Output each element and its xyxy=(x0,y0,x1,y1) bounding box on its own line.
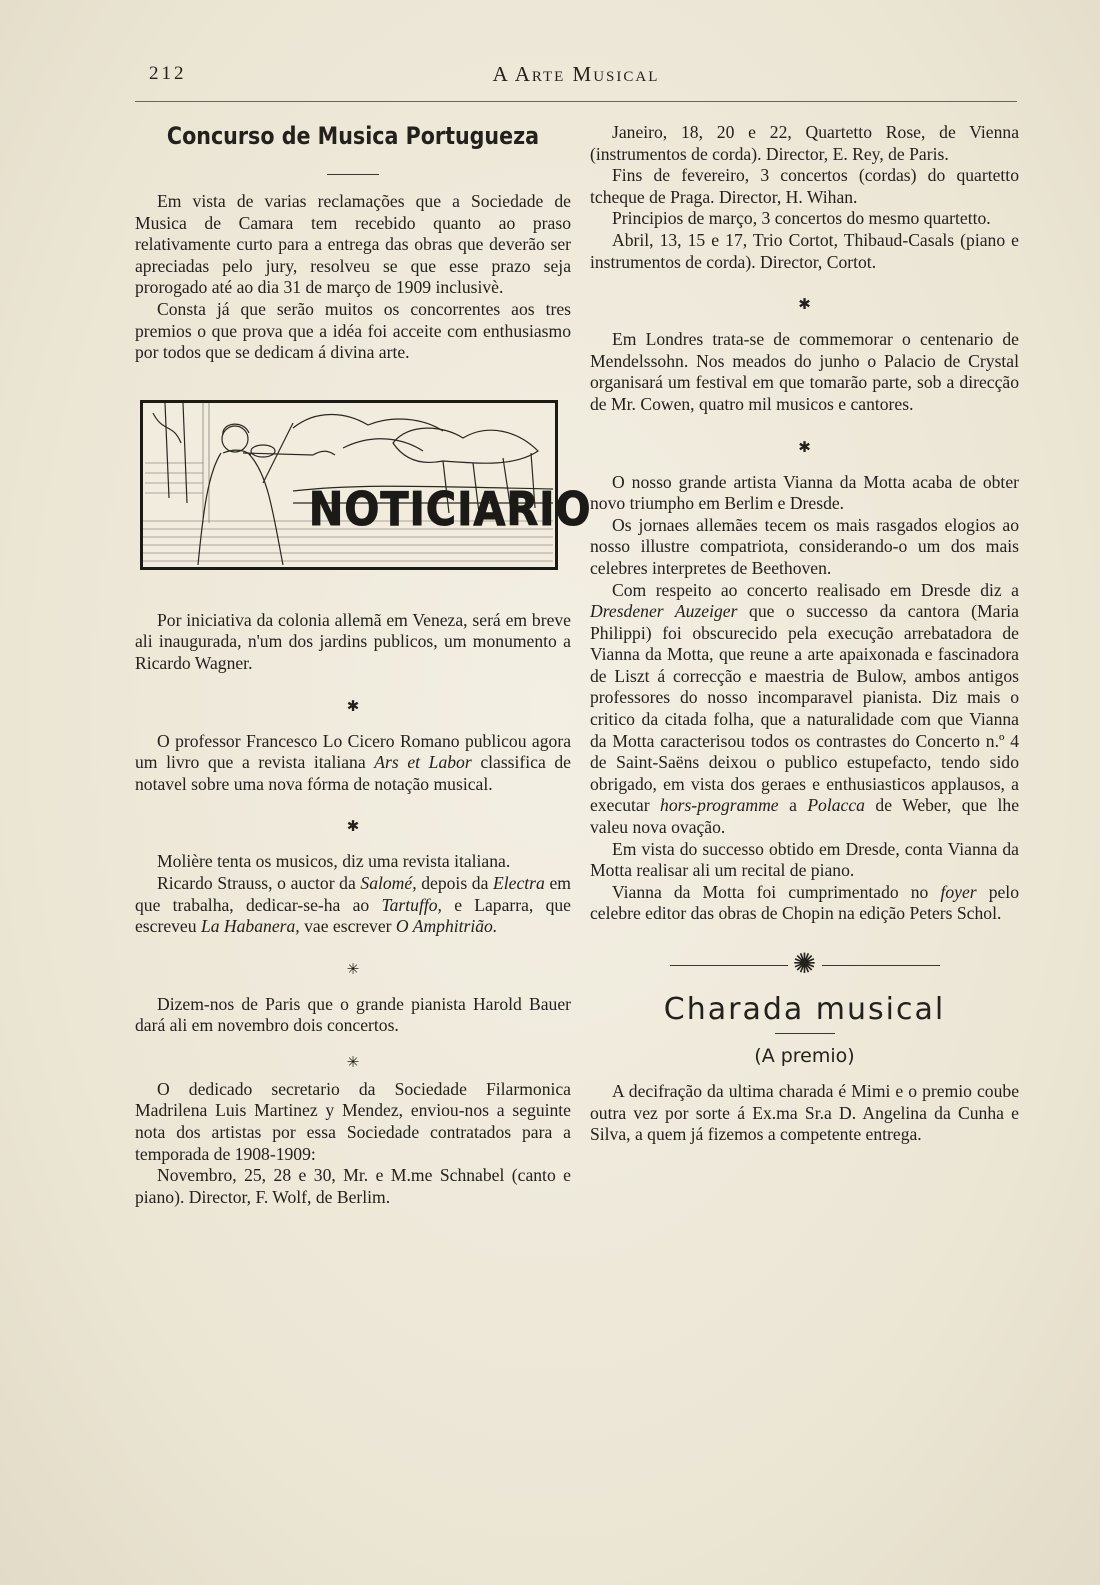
star-separator: ✱ xyxy=(346,698,360,715)
ornament-line-left xyxy=(670,965,788,966)
novembro-paragraph: Novembro, 25, 28 e 30, Mr. e M.me Schnabel (canto e piano). Director, F. Wolf, de Berlim. xyxy=(135,1165,571,1207)
motta-paragraph-2: Os jornaes allemães tecem os mais rasgados elogios ao nosso illustre compatriota, considerando-o um dos mais celebres interpretes de Beethoven. xyxy=(590,514,1019,578)
concurso-paragraph-1: Em vista de varias reclamações que a Sociedade de Musica de Camara tem recebido quanto ao praso relativamente curto para a entrega das obras que deverão ser apreciadas pelo jury, resolveu se que esse prazo seja prorogado até ao dia 31 de março de 1909 inclusivè. xyxy=(135,191,571,298)
charada-title: Charada musical xyxy=(663,992,946,1027)
title-rule xyxy=(327,174,379,175)
star-separator: ✳ xyxy=(346,961,360,978)
londres-paragraph: Em Londres trata-se de commemorar o centenario de Mendelssohn. Nos meados do junho o Palacio de Crystal organisará um festival em que tomarão parte, sob a direcção de Mr. Cowen, quatro mil musicos e cantores. xyxy=(590,329,1019,414)
star-separator: ✱ xyxy=(346,819,360,836)
motta-paragraph-5: Vianna da Motta foi cumprimentado no foyer pelo celebre editor das obras de Chopin na edição Peters Schol. xyxy=(590,881,1019,924)
ornament-divider xyxy=(590,951,1019,981)
title-rule xyxy=(775,1033,835,1034)
charada-subtitle: (A premio) xyxy=(754,1044,855,1067)
moliere-paragraph: Molière tenta os musicos, diz uma revista italiana. xyxy=(157,851,511,872)
ornament-icon: ✺ xyxy=(792,949,817,980)
veneza-paragraph: Por iniciativa da colonia allemã em Veneza, será em breve ali inaugurada, n'um dos jardins publicos, um monumento a Ricardo Wagner. xyxy=(135,609,571,673)
star-separator: ✱ xyxy=(798,439,811,456)
noticiario-banner-illustration xyxy=(140,400,592,570)
marco-paragraph: Principios de março, 3 concertos do mesmo quartetto. xyxy=(612,208,991,229)
page-header xyxy=(135,60,1017,90)
fevereiro-paragraph: Fins de fevereiro, 3 concertos (cordas) do quartetto tcheque de Praga. Director, H. Wihan. xyxy=(590,165,1019,207)
header-rule xyxy=(135,101,1017,102)
ornament-line-right xyxy=(822,965,940,966)
abril-paragraph: Abril, 13, 15 e 17, Trio Cortot, Thibaud-Casals (piano e instrumentos de corda). Director, Cortot. xyxy=(590,229,1019,272)
motta-paragraph-1: O nosso grande artista Vianna da Motta acaba de obter novo triumpho em Berlim e Dresde. xyxy=(590,471,1019,514)
left-column xyxy=(135,118,592,1208)
star-separator: ✳ xyxy=(346,1054,360,1071)
star-separator: ✱ xyxy=(798,297,811,314)
concurso-title: Concurso de Musica Portugueza xyxy=(166,122,540,150)
right-column xyxy=(590,122,1019,1146)
janeiro-paragraph: Janeiro, 18, 20 e 22, Quartetto Rose, de Vienna (instrumentos de corda). Director, E. Rey, de Paris. xyxy=(590,122,1019,164)
bauer-paragraph: Dizem-nos de Paris que o grande pianista Harold Bauer dará ali em novembro dois concertos. xyxy=(135,993,571,1036)
concurso-paragraph-2: Consta já que serão muitos os concorrentes aos tres premios o que prova que a idéa foi acceite com enthusiasmo por todos que se dedicam á divina arte. xyxy=(135,298,571,363)
strauss-paragraph: Ricardo Strauss, o auctor da Salomé, depois da Electra em que trabalha, dedicar-se-ha ao Tartuffo, e Laparra, que escreveu La Habanera, vae escrever O Amphitrião. xyxy=(135,872,571,937)
running-title: A Arte Musical xyxy=(492,62,660,86)
professor-paragraph: O professor Francesco Lo Cicero Romano publicou agora um livro que a revista italiana Ars et Labor classifica de notavel sobre uma nova fórma de notação musical. xyxy=(135,730,571,794)
banner-lettering: NOTICIARIO xyxy=(308,481,592,536)
charada-paragraph: A decifração da ultima charada é Mimi e o premio coube outra vez por sorte á Ex.ma Sr.a D. Angelina da Cunha e Silva, a quem já fizemos a competente entrega. xyxy=(590,1081,1019,1145)
motta-paragraph-4: Em vista do successo obtido em Dresde, conta Vianna da Motta realisar ali um recital de piano. xyxy=(590,838,1019,881)
page-number: 212 xyxy=(149,63,187,84)
motta-paragraph-3: Com respeito ao concerto realisado em Dresde diz a Dresdener Auzeiger que o successo da cantora (Maria Philippi) foi obscurecido pela execução arrebatadora de Vianna da Motta, que reune a arte apaixonada e fascinadora de Liszt á correcção e maestria de Bulow, ambos antigos professores do nosso incomparavel pianista. Diz mais o critico da citada folha, que a naturalidade com que Vianna da Motta caracterisou todos os contrastes do Concerto n.º 4 de Saint-Saëns deixou o publico estupefacto, tendo sido obrigado, em vista dos geraes e enthusiasticos applausos, a executar hors-programme a Polacca de Weber, que lhe valeu nova ovação. xyxy=(590,579,1020,838)
secretario-paragraph: O dedicado secretario da Sociedade Filarmonica Madrilena Luis Martinez y Mendez, enviou-nos a seguinte nota dos artistas por essa Sociedade contratados para a temporada de 1908-1909: xyxy=(135,1078,571,1164)
